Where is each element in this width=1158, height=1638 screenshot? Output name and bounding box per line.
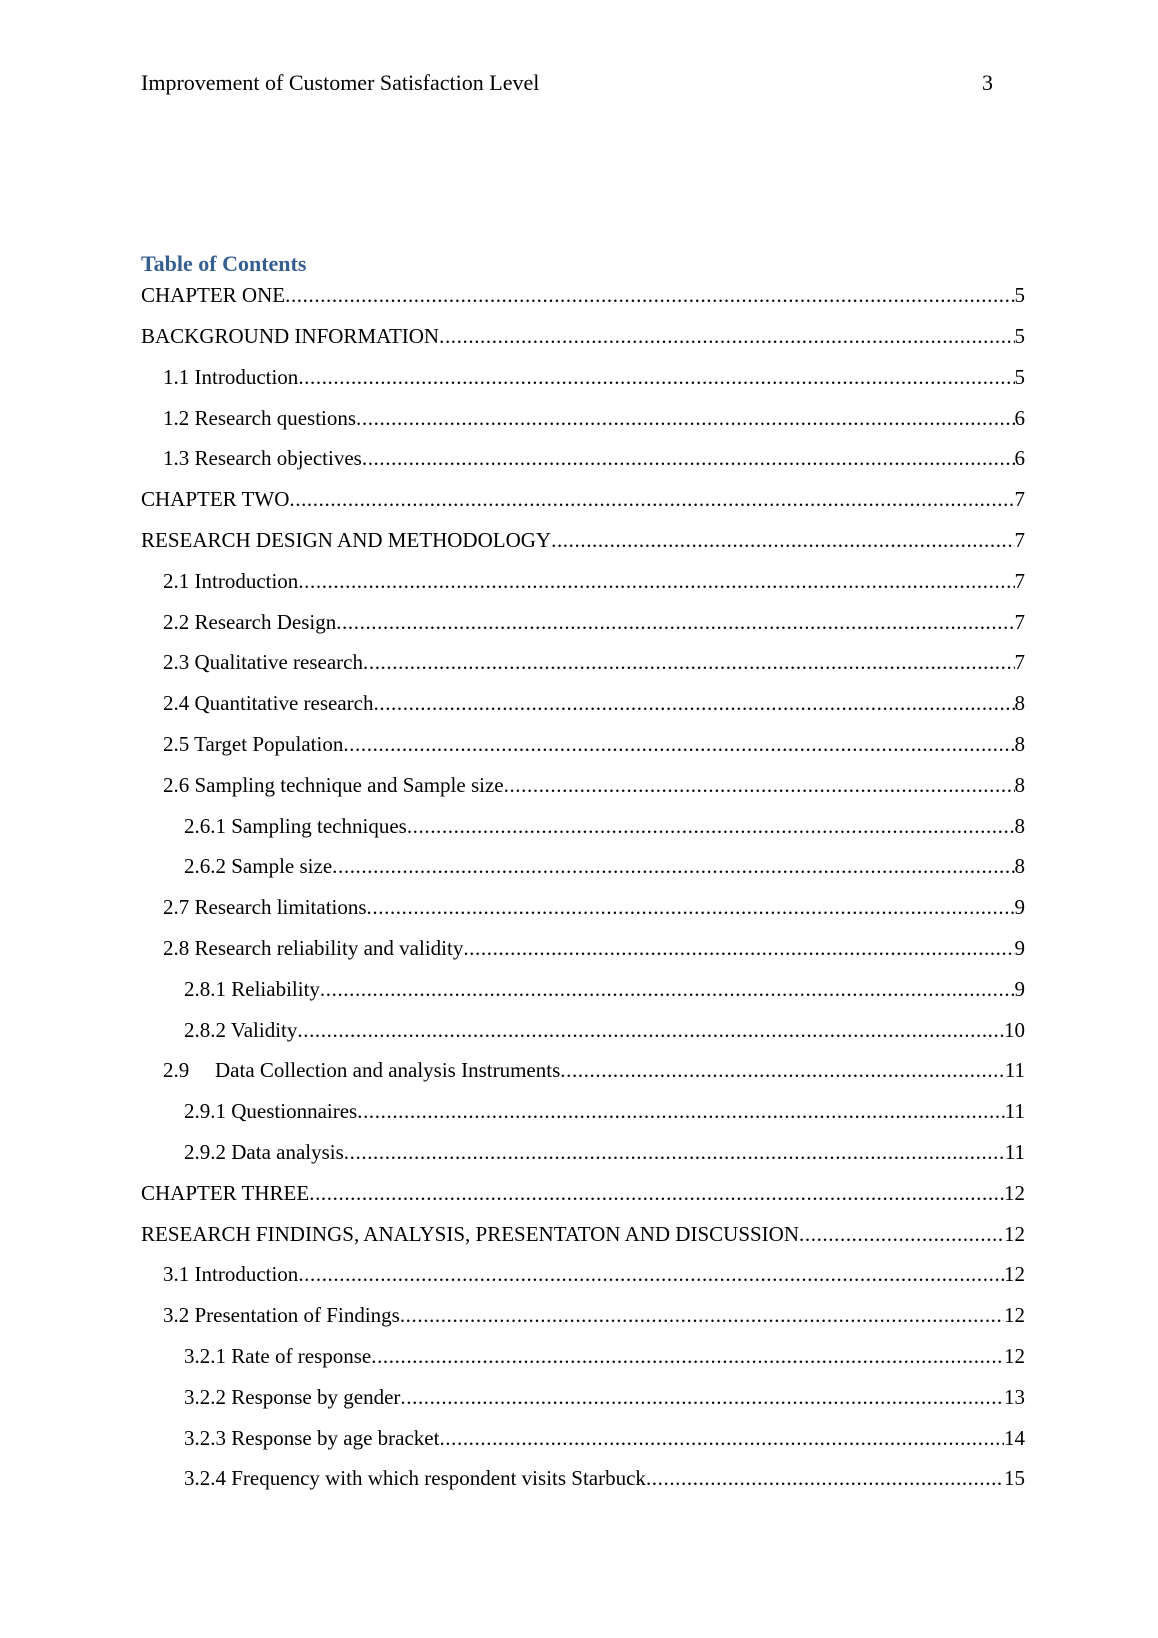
dot-leader: [407, 811, 1015, 841]
page-header: [141, 68, 1017, 98]
toc-entry[interactable]: [141, 688, 1025, 729]
toc-entry-label: 1.3 Research objectives: [163, 446, 362, 471]
dot-leader: [551, 525, 1014, 555]
toc-entry[interactable]: [141, 280, 1025, 321]
toc-entry-page: 9: [1014, 976, 1025, 1001]
toc-entry-page: 7: [1014, 527, 1025, 552]
toc-entry[interactable]: [141, 1341, 1025, 1382]
toc-entry-label: 2.8 Research reliability and validity: [163, 935, 464, 960]
dot-leader: [332, 851, 1014, 881]
toc-entry-page: 13: [1004, 1384, 1025, 1409]
toc-entry-page: 8: [1014, 731, 1025, 756]
dot-leader: [297, 1015, 1004, 1045]
toc-entry-label: 2.8.1 Reliability: [184, 976, 320, 1001]
dot-leader: [463, 933, 1014, 963]
toc-entry[interactable]: [141, 1137, 1025, 1178]
toc-entry-page: 6: [1014, 446, 1025, 471]
toc-entry[interactable]: [141, 607, 1025, 648]
toc-entry[interactable]: [141, 1382, 1025, 1423]
toc-entry-page: 11: [1004, 1058, 1025, 1083]
toc-entry-label: 2.6.1 Sampling techniques: [184, 813, 407, 838]
dot-leader: [298, 362, 1014, 392]
dot-leader: [646, 1463, 1004, 1493]
dot-leader: [298, 1259, 1004, 1289]
toc-entry-label: RESEARCH FINDINGS, ANALYSIS, PRESENTATON AND DISCUSSION: [141, 1221, 800, 1246]
toc-entry-number: 2.9: [163, 1058, 190, 1083]
toc-entry-label: 2.8.2 Validity: [184, 1017, 298, 1042]
toc-entry-label: 2.3 Qualitative research: [163, 650, 363, 675]
dot-leader: [298, 566, 1014, 596]
toc-entry[interactable]: [141, 933, 1025, 974]
dot-leader: [343, 729, 1014, 759]
toc-entry[interactable]: [141, 1423, 1025, 1464]
dot-leader: [344, 1137, 1005, 1167]
toc-entry-page: 12: [1004, 1303, 1025, 1328]
toc-entry-label: 2.4 Quantitative research: [163, 691, 374, 716]
toc-entry-label: 2.6.2 Sample size: [184, 854, 333, 879]
toc-entry[interactable]: [141, 1055, 1025, 1096]
toc-entry[interactable]: [141, 321, 1025, 362]
toc-entry[interactable]: [141, 1178, 1025, 1219]
toc-entry-label: 2.1 Introduction: [163, 568, 299, 593]
toc-entry-page: 7: [1014, 487, 1025, 512]
dot-leader: [560, 1055, 1005, 1085]
toc-entry-label: 1.1 Introduction: [163, 364, 299, 389]
toc-entry-label: 3.2.4 Frequency with which respondent visits Starbuck: [184, 1466, 646, 1491]
table-of-contents: [141, 248, 1025, 1504]
dot-leader: [320, 974, 1015, 1004]
toc-entry[interactable]: [141, 1463, 1025, 1504]
toc-list: [141, 280, 1025, 1504]
toc-entry-page: 10: [1004, 1017, 1025, 1042]
toc-entry[interactable]: [141, 892, 1025, 933]
toc-entry-page: 8: [1014, 813, 1025, 838]
toc-entry[interactable]: [141, 1219, 1025, 1260]
toc-entry-page: 6: [1014, 405, 1025, 430]
toc-entry-page: 5: [1014, 324, 1025, 348]
toc-entry-page: 12: [1004, 1262, 1025, 1287]
toc-entry-label: 3.1 Introduction: [163, 1262, 299, 1287]
toc-entry[interactable]: [141, 566, 1025, 607]
toc-entry-page: 15: [1004, 1466, 1025, 1491]
toc-entry-label: 3.2.2 Response by gender: [184, 1384, 401, 1409]
toc-entry-page: 5: [1014, 364, 1025, 389]
toc-entry-label: 3.2.1 Rate of response: [184, 1343, 372, 1368]
toc-entry-page: 12: [1004, 1180, 1025, 1205]
dot-leader: [357, 1096, 1005, 1126]
dot-leader: [285, 280, 1014, 310]
toc-entry-page: 9: [1014, 895, 1025, 920]
toc-entry[interactable]: [141, 484, 1025, 525]
toc-entry[interactable]: [141, 403, 1025, 444]
dot-leader: [309, 1178, 1004, 1208]
toc-entry-page: 5: [1014, 283, 1025, 307]
toc-entry-label: 1.2 Research questions: [163, 405, 357, 430]
toc-entry-page: 8: [1014, 854, 1025, 879]
dot-leader: [363, 647, 1015, 677]
toc-entry[interactable]: [141, 1300, 1025, 1341]
toc-entry[interactable]: [141, 974, 1025, 1015]
toc-entry[interactable]: [141, 811, 1025, 852]
dot-leader: [289, 484, 1014, 514]
toc-entry[interactable]: [141, 362, 1025, 403]
toc-heading: Table of Contents: [141, 251, 307, 276]
dot-leader: [400, 1382, 1004, 1412]
toc-entry-page: 7: [1014, 568, 1025, 593]
toc-entry[interactable]: [141, 443, 1025, 484]
toc-entry-page: 11: [1004, 1139, 1025, 1164]
toc-entry[interactable]: [141, 1096, 1025, 1137]
dot-leader: [439, 1423, 1004, 1453]
toc-entry-label: 3.2.3 Response by age bracket: [184, 1425, 440, 1450]
dot-leader: [356, 403, 1014, 433]
toc-entry-page: 11: [1004, 1099, 1025, 1124]
toc-entry-page: 12: [1004, 1343, 1025, 1368]
toc-entry-label: CHAPTER THREE: [141, 1180, 310, 1205]
toc-entry[interactable]: [141, 525, 1025, 566]
toc-entry-label: BACKGROUND INFORMATION: [141, 324, 440, 348]
toc-entry-text: Data Collection and analysis Instruments: [215, 1058, 561, 1083]
toc-entry-label: RESEARCH DESIGN AND METHODOLOGY: [141, 527, 552, 552]
toc-entry-label: 2.7 Research limitations: [163, 895, 367, 920]
toc-entry-page: 14: [1004, 1425, 1025, 1450]
dot-leader: [362, 443, 1015, 473]
toc-entry[interactable]: [141, 851, 1025, 892]
dot-leader: [799, 1219, 1004, 1249]
toc-entry[interactable]: [141, 729, 1025, 770]
dot-leader: [374, 688, 1015, 718]
toc-entry-label: 3.2 Presentation of Findings: [163, 1303, 400, 1328]
toc-entry-page: 7: [1014, 609, 1025, 634]
dot-leader: [367, 892, 1015, 922]
toc-entry[interactable]: [141, 770, 1025, 811]
toc-entry-label: [163, 1055, 560, 1085]
toc-entry[interactable]: [141, 647, 1025, 688]
toc-entry-page: 7: [1014, 650, 1025, 675]
toc-entry-label: 2.5 Target Population: [163, 731, 344, 756]
toc-entry-label: 2.2 Research Design: [163, 609, 337, 634]
header-page-number: 3: [982, 70, 993, 95]
toc-entry-label: CHAPTER TWO: [141, 487, 290, 512]
toc-entry-label: 2.9.1 Questionnaires: [184, 1099, 358, 1124]
dot-leader: [504, 770, 1015, 800]
toc-entry-page: 9: [1014, 935, 1025, 960]
header-title: Improvement of Customer Satisfaction Level: [141, 70, 540, 95]
toc-entry-label: CHAPTER ONE: [141, 283, 286, 307]
toc-entry-page: 8: [1014, 691, 1025, 716]
toc-entry-label: 2.9.2 Data analysis: [184, 1139, 344, 1164]
toc-entry[interactable]: [141, 1259, 1025, 1300]
toc-entry[interactable]: [141, 1015, 1025, 1056]
toc-entry-page: 8: [1014, 772, 1025, 797]
toc-entry-label: 2.6 Sampling technique and Sample size: [163, 772, 504, 797]
dot-leader: [400, 1300, 1004, 1330]
dot-leader: [439, 321, 1014, 351]
toc-entry-page: 12: [1004, 1221, 1025, 1246]
dot-leader: [336, 607, 1014, 637]
dot-leader: [371, 1341, 1004, 1371]
